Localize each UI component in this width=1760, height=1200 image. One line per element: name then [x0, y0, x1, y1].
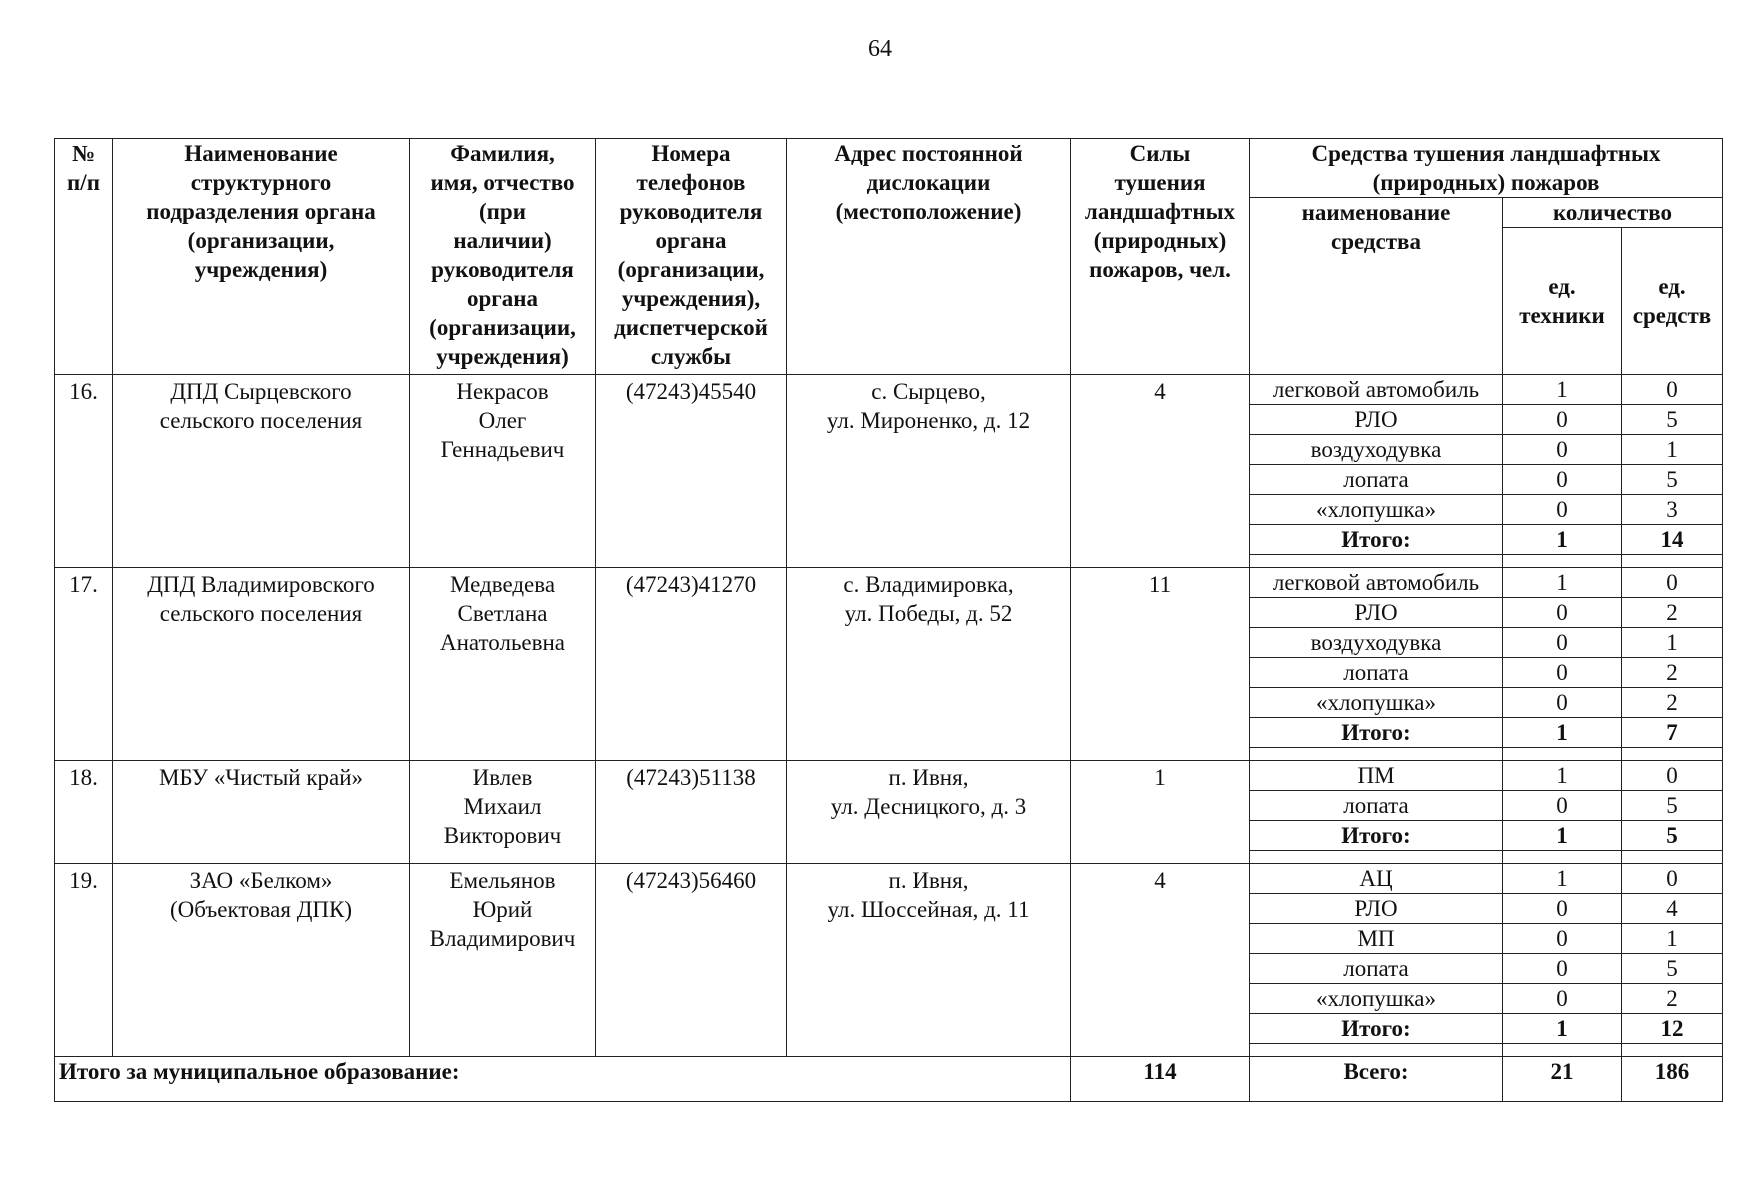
- equipment-means: 4: [1622, 894, 1723, 924]
- equipment-tech: 1: [1503, 761, 1622, 791]
- equipment-row: [55, 568, 1723, 598]
- equipment-name: МП: [1250, 924, 1503, 954]
- entry-phone: (47243)51138: [596, 761, 787, 864]
- entry-address: п. Ивня, ул. Шоссейная, д. 11: [787, 864, 1071, 1057]
- page-number: 64: [868, 36, 892, 62]
- equipment-row: [55, 375, 1723, 405]
- entry-forces: 4: [1071, 375, 1250, 568]
- equipment-means: 2: [1622, 658, 1723, 688]
- entry-head: Емельянов Юрий Владимирович: [410, 864, 596, 1057]
- entry-phone: (47243)45540: [596, 375, 787, 568]
- grand-total-means: 186: [1622, 1057, 1723, 1102]
- equipment-name: воздуходувка: [1250, 628, 1503, 658]
- entry-total-label: Итого:: [1250, 718, 1503, 748]
- equipment-tech: 0: [1503, 688, 1622, 718]
- grand-total-all-label: Всего:: [1250, 1057, 1503, 1102]
- equipment-row: [55, 761, 1723, 791]
- header-means-name: наименование средства: [1250, 198, 1503, 375]
- table-header: [55, 139, 1723, 375]
- entry-num: 16.: [55, 375, 113, 568]
- entry-total-label: Итого:: [1250, 1014, 1503, 1044]
- entry-forces: 11: [1071, 568, 1250, 761]
- fire-forces-table: [54, 138, 1723, 1102]
- header-forces: Силы тушения ландшафтных (природных) пожаров, чел.: [1071, 139, 1250, 375]
- entry-total-label: Итого:: [1250, 525, 1503, 555]
- spacer-cell: [1622, 851, 1723, 864]
- equipment-tech: 0: [1503, 791, 1622, 821]
- equipment-name: «хлопушка»: [1250, 495, 1503, 525]
- equipment-means: 0: [1622, 864, 1723, 894]
- equipment-tech: 0: [1503, 954, 1622, 984]
- entry-total-tech: 1: [1503, 718, 1622, 748]
- equipment-means: 2: [1622, 984, 1723, 1014]
- equipment-tech: 1: [1503, 864, 1622, 894]
- equipment-means: 5: [1622, 954, 1723, 984]
- entry-total-tech: 1: [1503, 1014, 1622, 1044]
- header-num: № п/п: [55, 139, 113, 375]
- entry-total-label: Итого:: [1250, 821, 1503, 851]
- equipment-means: 5: [1622, 791, 1723, 821]
- equipment-means: 5: [1622, 405, 1723, 435]
- equipment-name: лопата: [1250, 791, 1503, 821]
- equipment-tech: 0: [1503, 598, 1622, 628]
- equipment-tech: 0: [1503, 628, 1622, 658]
- entry-num: 17.: [55, 568, 113, 761]
- equipment-tech: 0: [1503, 658, 1622, 688]
- equipment-name: ПМ: [1250, 761, 1503, 791]
- equipment-name: «хлопушка»: [1250, 984, 1503, 1014]
- header-org: Наименование структурного подразделения органа (организации, учреждения): [113, 139, 410, 375]
- equipment-tech: 1: [1503, 568, 1622, 598]
- equipment-name: лопата: [1250, 658, 1503, 688]
- equipment-name: АЦ: [1250, 864, 1503, 894]
- grand-total-forces: 114: [1071, 1057, 1250, 1102]
- entry-phone: (47243)56460: [596, 864, 787, 1057]
- equipment-name: лопата: [1250, 465, 1503, 495]
- equipment-name: РЛО: [1250, 405, 1503, 435]
- equipment-means: 0: [1622, 568, 1723, 598]
- equipment-tech: 0: [1503, 984, 1622, 1014]
- spacer-cell: [1250, 555, 1503, 568]
- header-quantity: количество: [1503, 198, 1723, 228]
- spacer-cell: [1622, 555, 1723, 568]
- entry-total-means: 12: [1622, 1014, 1723, 1044]
- entry-total-means: 5: [1622, 821, 1723, 851]
- spacer-cell: [1250, 748, 1503, 761]
- spacer-cell: [1503, 851, 1622, 864]
- equipment-name: воздуходувка: [1250, 435, 1503, 465]
- entry-total-tech: 1: [1503, 525, 1622, 555]
- equipment-means: 1: [1622, 435, 1723, 465]
- equipment-name: РЛО: [1250, 894, 1503, 924]
- entry-org: МБУ «Чистый край»: [113, 761, 410, 864]
- equipment-tech: 0: [1503, 495, 1622, 525]
- spacer-cell: [1503, 1044, 1622, 1057]
- table-footer: [55, 1057, 1723, 1102]
- spacer-cell: [1622, 748, 1723, 761]
- entry-head: Ивлев Михаил Викторович: [410, 761, 596, 864]
- entry-address: с. Владимировка, ул. Победы, д. 52: [787, 568, 1071, 761]
- entry-org: ДПД Сырцевского сельского поселения: [113, 375, 410, 568]
- equipment-tech: 0: [1503, 924, 1622, 954]
- grand-total-row: [55, 1057, 1723, 1102]
- equipment-means: 0: [1622, 375, 1723, 405]
- equipment-row: [55, 864, 1723, 894]
- grand-total-tech: 21: [1503, 1057, 1622, 1102]
- header-phones: Номера телефонов руководителя органа (организации, учреждения), диспетчерской службы: [596, 139, 787, 375]
- equipment-tech: 0: [1503, 405, 1622, 435]
- entry-num: 18.: [55, 761, 113, 864]
- header-head: Фамилия, имя, отчество (при наличии) руководителя органа (организации, учреждения): [410, 139, 596, 375]
- equipment-means: 0: [1622, 761, 1723, 791]
- spacer-cell: [1250, 851, 1503, 864]
- entry-forces: 1: [1071, 761, 1250, 864]
- table-body: [55, 375, 1723, 1057]
- entry-total-means: 14: [1622, 525, 1723, 555]
- equipment-name: РЛО: [1250, 598, 1503, 628]
- entry-total-tech: 1: [1503, 821, 1622, 851]
- entry-total-means: 7: [1622, 718, 1723, 748]
- equipment-tech: 0: [1503, 435, 1622, 465]
- equipment-means: 2: [1622, 688, 1723, 718]
- header-means-group: Средства тушения ландшафтных (природных) пожаров: [1250, 139, 1723, 198]
- grand-total-label: Итого за муниципальное образование:: [55, 1057, 1071, 1102]
- entry-phone: (47243)41270: [596, 568, 787, 761]
- equipment-name: лопата: [1250, 954, 1503, 984]
- entry-head: Медведева Светлана Анатольевна: [410, 568, 596, 761]
- equipment-tech: 0: [1503, 894, 1622, 924]
- entry-num: 19.: [55, 864, 113, 1057]
- entry-org: ДПД Владимировского сельского поселения: [113, 568, 410, 761]
- equipment-means: 3: [1622, 495, 1723, 525]
- header-address: Адрес постоянной дислокации (местоположение): [787, 139, 1071, 375]
- equipment-means: 1: [1622, 628, 1723, 658]
- equipment-tech: 0: [1503, 465, 1622, 495]
- equipment-means: 1: [1622, 924, 1723, 954]
- header-units-tech: ед. техники: [1503, 228, 1622, 375]
- equipment-name: легковой автомобиль: [1250, 568, 1503, 598]
- spacer-cell: [1503, 555, 1622, 568]
- equipment-name: легковой автомобиль: [1250, 375, 1503, 405]
- spacer-cell: [1250, 1044, 1503, 1057]
- entry-address: п. Ивня, ул. Десницкого, д. 3: [787, 761, 1071, 864]
- equipment-means: 2: [1622, 598, 1723, 628]
- entry-org: ЗАО «Белком» (Объектовая ДПК): [113, 864, 410, 1057]
- entry-forces: 4: [1071, 864, 1250, 1057]
- equipment-means: 5: [1622, 465, 1723, 495]
- header-units-means: ед. средств: [1622, 228, 1723, 375]
- equipment-name: «хлопушка»: [1250, 688, 1503, 718]
- equipment-tech: 1: [1503, 375, 1622, 405]
- spacer-cell: [1622, 1044, 1723, 1057]
- entry-address: с. Сырцево, ул. Мироненко, д. 12: [787, 375, 1071, 568]
- spacer-cell: [1503, 748, 1622, 761]
- entry-head: Некрасов Олег Геннадьевич: [410, 375, 596, 568]
